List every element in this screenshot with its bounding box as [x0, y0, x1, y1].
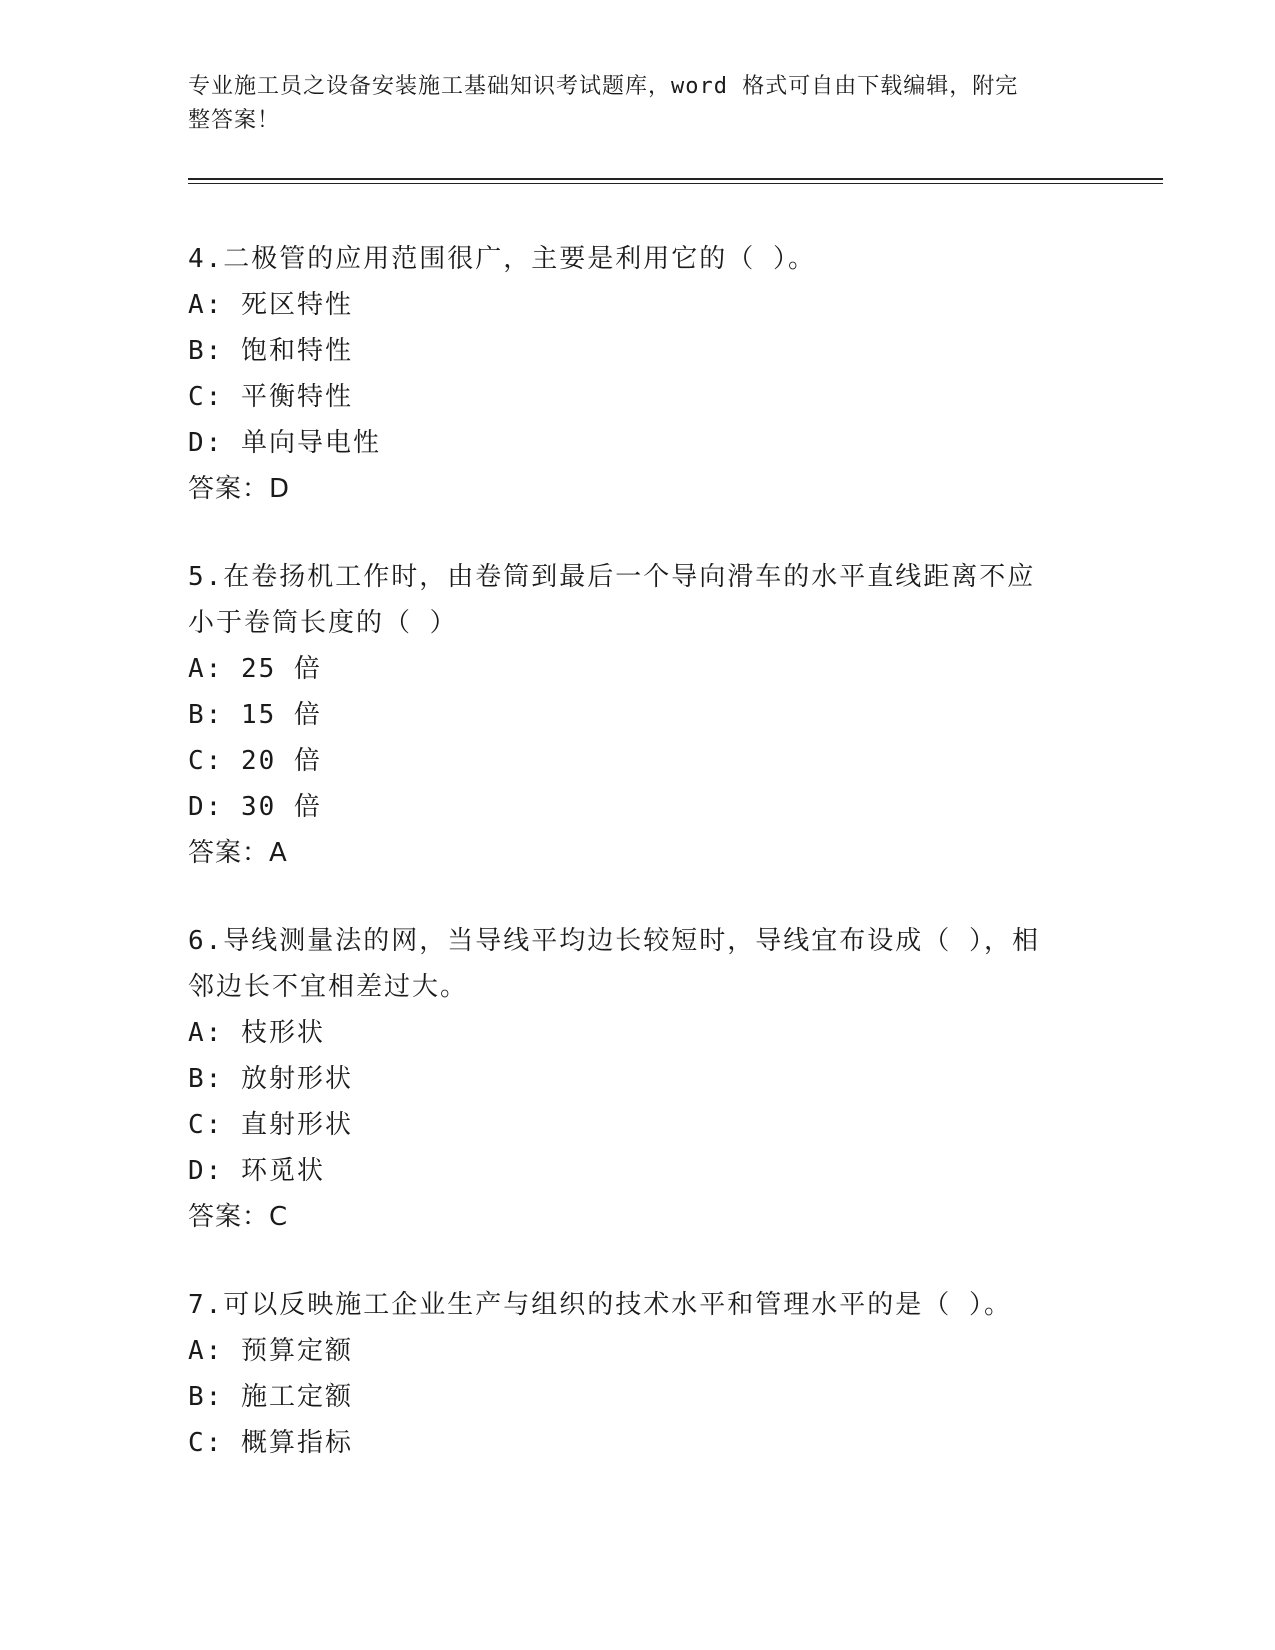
- header-line-2: 整答案！: [188, 108, 281, 133]
- option-c: C: 概算指标: [188, 1428, 353, 1458]
- option-a: A: 25 倍: [188, 654, 322, 684]
- question-stem-continued: 小于卷筒长度的（ ）: [188, 608, 458, 638]
- option-c: C: 平衡特性: [188, 382, 353, 412]
- option-c: C: 20 倍: [188, 746, 322, 776]
- option-d: D: 单向导电性: [188, 428, 381, 458]
- option-b: B: 饱和特性: [188, 336, 353, 366]
- answer: 答案：D: [188, 474, 291, 504]
- answer: 答案：C: [188, 1202, 289, 1232]
- header-divider-thick: [188, 178, 1163, 180]
- question-stem: 7.可以反映施工企业生产与组织的技术水平和管理水平的是（ ）。: [188, 1290, 1012, 1320]
- question-6: [188, 918, 1088, 1240]
- question-stem-continued: 邻边长不宜相差过大。: [188, 972, 469, 1002]
- option-a: A: 预算定额: [188, 1336, 353, 1366]
- question-stem: 5.在卷扬机工作时，由卷筒到最后一个导向滑车的水平直线距离不应: [188, 562, 1036, 592]
- option-c: C: 直射形状: [188, 1110, 353, 1140]
- option-b: B: 施工定额: [188, 1382, 353, 1412]
- option-b: B: 放射形状: [188, 1064, 353, 1094]
- question-5: [188, 554, 1088, 876]
- question-stem: 6.导线测量法的网，当导线平均边长较短时，导线宜布设成（ ），相: [188, 926, 1040, 956]
- header-line-1: 专业施工员之设备安装施工基础知识考试题库，word 格式可自由下载编辑，附完: [188, 74, 1019, 99]
- answer: 答案：A: [188, 838, 288, 868]
- question-4: [188, 236, 1088, 512]
- option-a: A: 死区特性: [188, 290, 353, 320]
- question-7: [188, 1282, 1088, 1466]
- document-header: [188, 70, 1088, 138]
- option-a: A: 枝形状: [188, 1018, 325, 1048]
- option-d: D: 30 倍: [188, 792, 322, 822]
- header-divider-thin: [188, 183, 1163, 184]
- question-list: [188, 236, 1088, 1508]
- option-b: B: 15 倍: [188, 700, 322, 730]
- question-stem: 4.二极管的应用范围很广，主要是利用它的（ ）。: [188, 244, 816, 274]
- option-d: D: 环觅状: [188, 1156, 325, 1186]
